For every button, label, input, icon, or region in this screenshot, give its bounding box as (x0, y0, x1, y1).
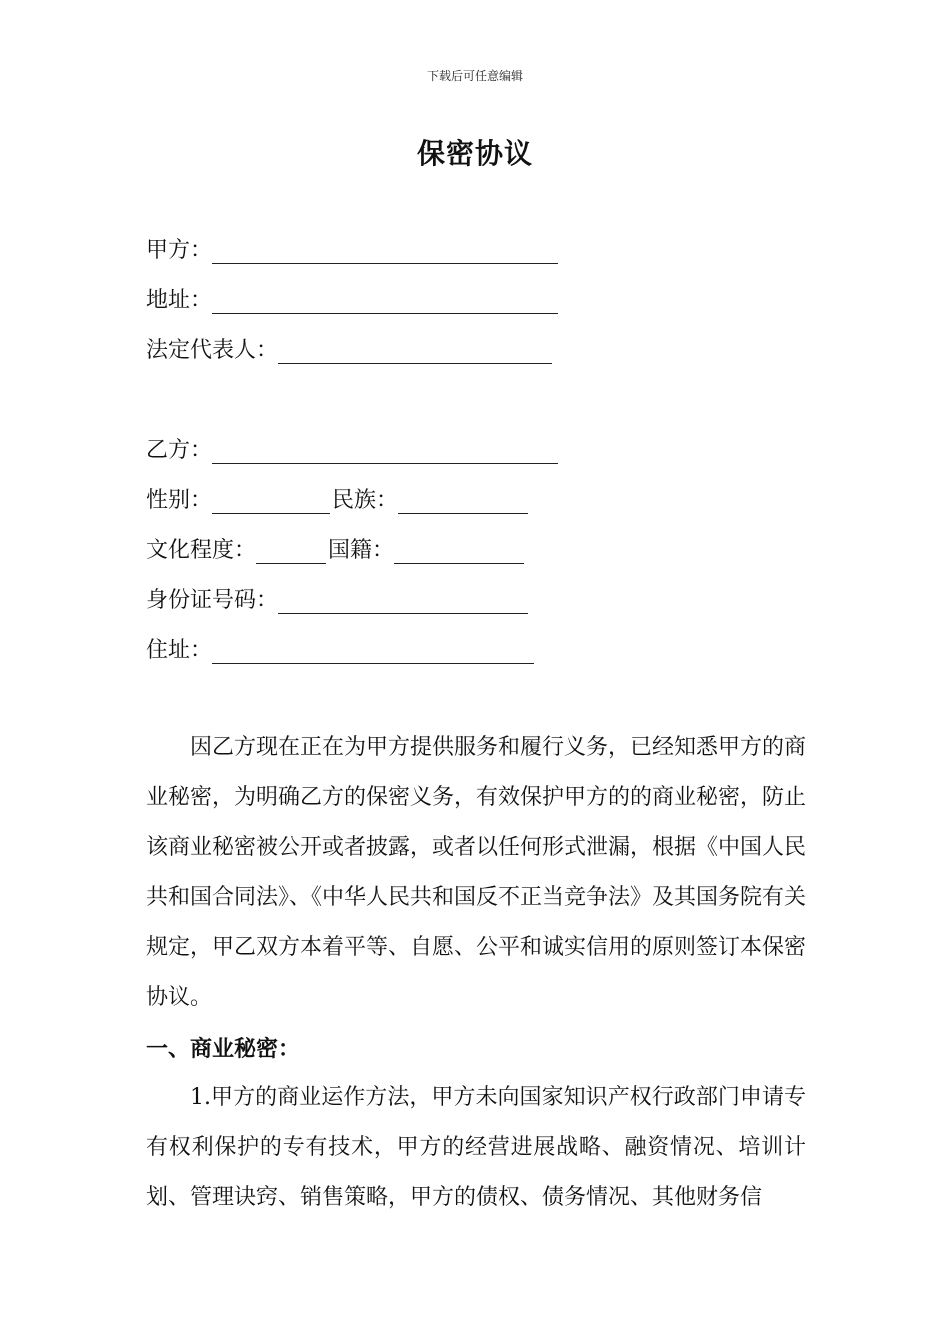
section-1-heading: 一、商业秘密： (146, 1036, 301, 1062)
party-b-id-field (146, 586, 532, 616)
party-b-gender-blank (212, 491, 330, 514)
party-b-name-label: 乙方： (146, 438, 213, 463)
party-b-name-field (146, 436, 562, 466)
party-b-nationality-label: 国籍： (328, 538, 395, 563)
party-b-id-blank (278, 591, 528, 614)
party-b-name-blank (212, 441, 558, 464)
party-b-gender-label: 性别： (146, 488, 213, 513)
party-b-education-blank (256, 541, 326, 564)
party-a-name-label: 甲方： (146, 238, 213, 263)
party-a-address-label: 地址： (146, 288, 213, 313)
party-a-name-blank (212, 241, 558, 264)
document-title: 保密协议 (416, 137, 533, 170)
header-note: 下载后可任意编辑 (426, 69, 523, 83)
party-b-id-label: 身份证号码： (146, 588, 279, 613)
party-b-address-blank (212, 641, 534, 664)
party-a-rep-blank (278, 341, 552, 364)
section-1-item-1: 1.甲方的商业运作方法，甲方未向国家知识产权行政部门申请专有权利保护的专有技术，甲方的经营进展战略、融资情况、培训计划、管理诀窍、销售策略，甲方的债权、债务情况、其他财务信 (146, 1085, 806, 1210)
party-a-address-blank (212, 291, 558, 314)
party-b-ethnicity-label: 民族： (332, 488, 399, 513)
party-b-nationality-blank (394, 541, 524, 564)
party-b-education-nationality-field (146, 536, 528, 566)
party-a-rep-field (146, 336, 556, 366)
party-b-address-field (146, 636, 538, 666)
party-b-address-label: 住址： (146, 638, 213, 663)
party-a-name-field (146, 236, 562, 266)
party-a-address-field (146, 286, 562, 316)
preamble-paragraph: 因乙方现在正在为甲方提供服务和履行义务，已经知悉甲方的商业秘密，为明确乙方的保密义务，有效保护甲方的的商业秘密，防止该商业秘密被公开或者披露，或者以任何形式泄漏，根据《中国人民共和国合同法》、《中华人民共和国反不正当竞争法》及其国务院有关规定，甲乙双方本着平等、自愿、公平和诚实信用的原则签订本保密协议。 (146, 735, 807, 1010)
party-a-rep-label: 法定代表人： (146, 338, 279, 363)
party-b-ethnicity-blank (398, 491, 528, 514)
party-b-gender-ethnicity-field (146, 486, 532, 516)
party-b-education-label: 文化程度： (146, 538, 257, 563)
